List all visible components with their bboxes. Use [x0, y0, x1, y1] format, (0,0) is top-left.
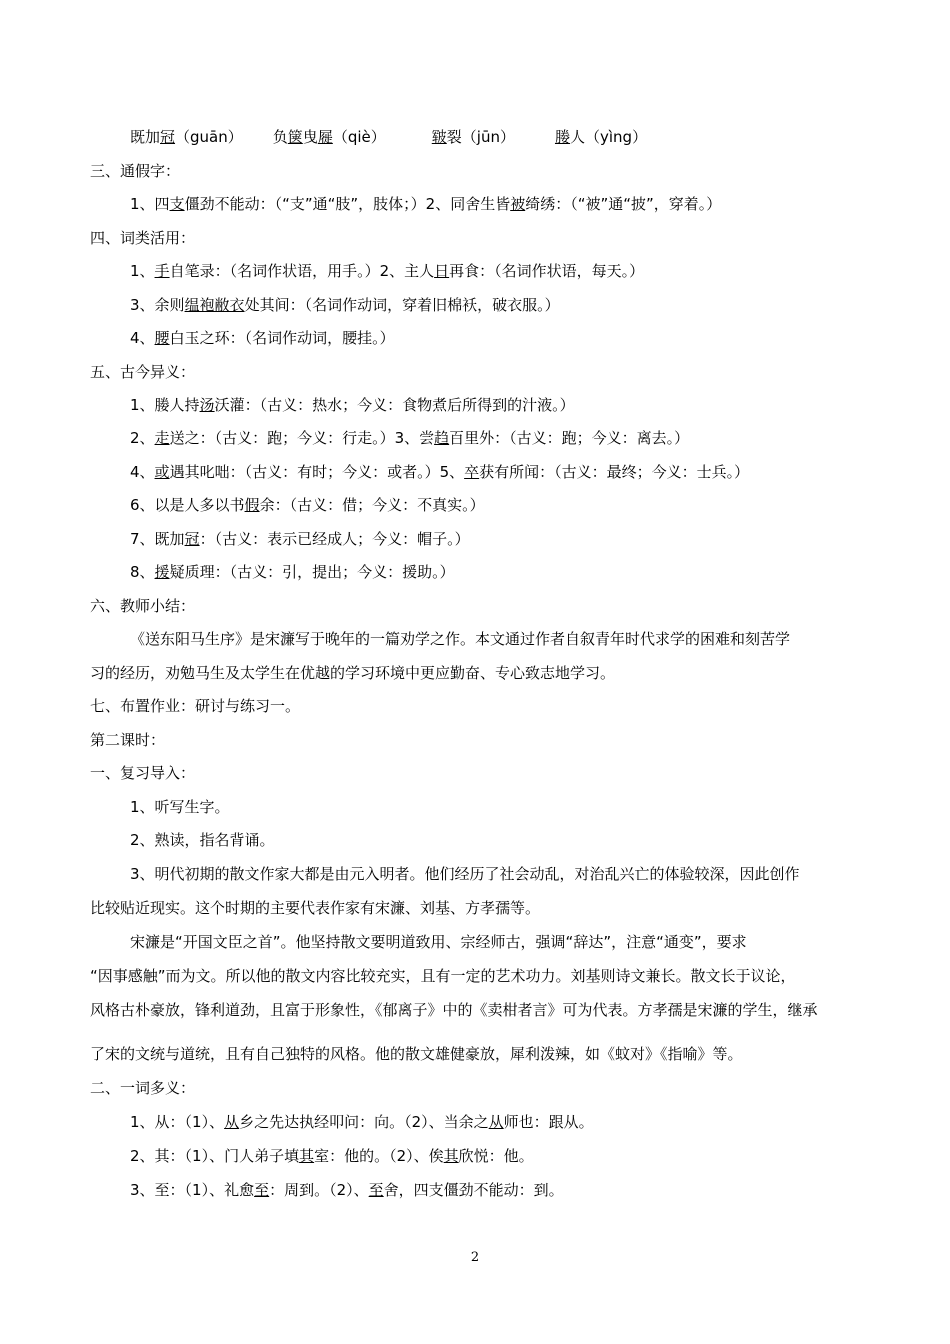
- section-heading: 一、复习导入：: [90, 764, 196, 782]
- paragraph-line: 宋濂是“开国文臣之首”。他坚持散文要明道致用、宗经师古，强调“辞达”，注意“通变”，要求: [130, 933, 747, 951]
- list-item: 4、或遇其叱咄：（古义：有时；今义：或者。）5、卒获有所闻：（古义：最终；今义：士兵。）: [130, 463, 750, 481]
- list-item: 4、腰白玉之环：（名词作动词，腰挂。）: [130, 329, 395, 347]
- list-item: 3、余则缊袍敝衣处其间：（名词作动词，穿着旧棉袄，破衣服。）: [130, 296, 560, 314]
- list-item: 2、熟读，指名背诵。: [130, 831, 275, 849]
- list-item: 6、以是人多以书假余：（古义：借；今义：不真实。）: [130, 496, 485, 514]
- lesson-heading: 第二课时：: [90, 731, 166, 749]
- list-item: 1、四支僵劲不能动：（“支”通“肢”，肢体；）2、同舍生皆被绮绣：（“被”通“披”，穿着。）: [130, 195, 722, 213]
- paragraph-line: “因事感触”而为文。所以他的散文内容比较充实，且有一定的艺术功力。刘基则诗文兼长。散文长于议论，: [90, 967, 796, 985]
- section-heading: 五、古今异义：: [90, 363, 196, 381]
- list-item: 3、至：（1）、礼愈至：周到。（2）、至舍，四支僵劲不能动：到。: [130, 1181, 564, 1199]
- paragraph-line: 了宋的文统与道统，且有自己独特的风格。他的散文雄健豪放，犀利泼辣，如《蚊对》《指喻》等。: [90, 1045, 743, 1063]
- page-number: 2: [470, 1250, 480, 1265]
- list-item: 2、走送之：（古义：跑；今义：行走。）3、尝趋百里外：（古义：跑；今义：离去。）: [130, 429, 690, 447]
- section-heading: 六、教师小结：: [90, 597, 196, 615]
- paragraph-line: 比较贴近现实。这个时期的主要代表作家有宋濂、刘基、方孝孺等。: [90, 899, 541, 917]
- section-heading: 七、布置作业：研讨与练习一。: [90, 697, 301, 715]
- section-heading: 三、通假字：: [90, 162, 181, 180]
- paragraph-line: 《送东阳马生序》是宋濂写于晚年的一篇劝学之作。本文通过作者自叙青年时代求学的困难和刻苦学: [130, 630, 791, 648]
- section-heading: 二、一词多义：: [90, 1079, 196, 1097]
- list-item: 1、媵人持汤沃灌：（古义：热水；今义：食物煮后所得到的汁液。）: [130, 396, 575, 414]
- list-item: 8、援疑质理：（古义：引，提出；今义：援助。）: [130, 563, 455, 581]
- list-item: 1、手自笔录：（名词作状语，用手。）2、主人日再食：（名词作状语，每天。）: [130, 262, 645, 280]
- section-heading: 四、词类活用：: [90, 229, 196, 247]
- list-item: 2、其：（1）、门人弟子填其室：他的。（2）、俟其欣悦：他。: [130, 1147, 534, 1165]
- pronunciation-line: 既加冠（guān） 负箧曳屣（qiè） 皲裂（jūn） 媵人（yìng）: [130, 128, 648, 146]
- list-item: 7、既加冠：（古义：表示已经成人；今义：帽子。）: [130, 530, 470, 548]
- paragraph-line: 风格古朴豪放，锋利道劲，且富于形象性，《郁离子》中的《卖柑者言》可为代表。方孝孺是宋濂的学生，继承: [90, 1001, 818, 1019]
- paragraph-line: 3、明代初期的散文作家大都是由元入明者。他们经历了社会动乱，对治乱兴亡的体验较深，因此创作: [130, 865, 800, 883]
- list-item: 1、从：（1）、从乡之先达执经叩问：向。（2）、当余之从师也：跟从。: [130, 1113, 594, 1131]
- paragraph-line: 习的经历，劝勉马生及太学生在优越的学习环境中更应勤奋、专心致志地学习。: [90, 664, 616, 682]
- list-item: 1、听写生字。: [130, 798, 230, 816]
